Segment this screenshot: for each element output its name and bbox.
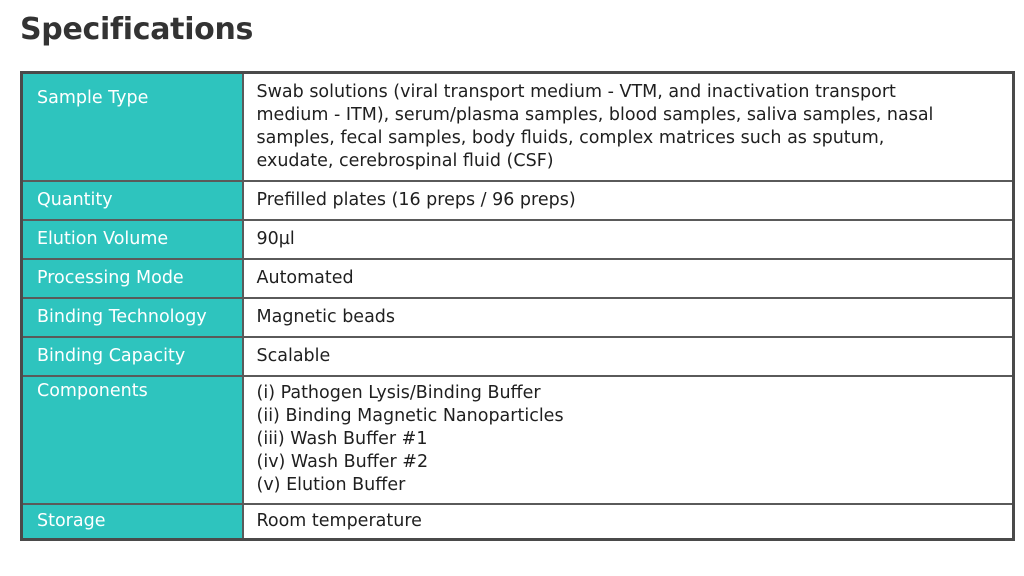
spec-value [243, 337, 1014, 376]
spec-row-sample-type [22, 73, 1014, 181]
spec-label [22, 181, 243, 220]
spec-value [243, 504, 1014, 540]
page-title: Specifications [20, 12, 254, 47]
spec-value [243, 259, 1014, 298]
spec-label [22, 73, 243, 181]
spec-value-line: medium - ITM), serum/plasma samples, blood samples, saliva samples, nasal [256, 104, 934, 125]
spec-label [22, 376, 243, 504]
spec-label [22, 337, 243, 376]
spec-label [22, 259, 243, 298]
spec-label-text: Quantity [37, 190, 113, 210]
spec-value-line: Automated [256, 267, 354, 288]
spec-value-line: (v) Elution Buffer [256, 475, 406, 495]
spec-value-line: Room temperature [256, 510, 422, 531]
spec-value [243, 298, 1014, 337]
spec-value-line: Prefilled plates (16 preps / 96 preps) [256, 189, 576, 210]
spec-row-binding-capacity [22, 337, 1014, 376]
spec-value-line: Scalable [256, 345, 331, 366]
spec-label-text: Storage [37, 511, 106, 532]
spec-value [243, 220, 1014, 259]
spec-value-line: 90µl [256, 228, 295, 249]
spec-row-storage [22, 504, 1014, 540]
spec-label-text: Binding Capacity [37, 346, 186, 366]
spec-value-line: (ii) Binding Magnetic Nanoparticles [256, 406, 564, 426]
spec-value [243, 376, 1014, 504]
spec-row-binding-technology [22, 298, 1014, 337]
spec-row-components [22, 376, 1014, 504]
spec-label-text: Binding Technology [37, 307, 207, 327]
spec-label [22, 298, 243, 337]
specifications-table [20, 71, 1015, 541]
spec-value-line: samples, fecal samples, body fluids, complex matrices such as sputum, [256, 127, 885, 148]
spec-value-line: Magnetic beads [256, 306, 396, 327]
spec-label [22, 220, 243, 259]
spec-value-line: (iii) Wash Buffer #1 [256, 429, 428, 449]
spec-label-text: Components [37, 380, 148, 401]
spec-row-quantity [22, 181, 1014, 220]
spec-row-processing-mode [22, 259, 1014, 298]
spec-value-line: Swab solutions (viral transport medium - VTM, and inactivation transport [256, 81, 896, 102]
spec-value [243, 73, 1014, 181]
spec-label-text: Processing Mode [37, 268, 184, 288]
spec-label-text: Elution Volume [37, 229, 169, 249]
spec-value-line: (i) Pathogen Lysis/Binding Buffer [256, 383, 541, 403]
spec-value-line: exudate, cerebrospinal fluid (CSF) [256, 150, 554, 171]
spec-row-elution-volume [22, 220, 1014, 259]
spec-label-text: Sample Type [37, 88, 149, 108]
spec-label [22, 504, 243, 540]
spec-value [243, 181, 1014, 220]
spec-value-line: (iv) Wash Buffer #2 [256, 452, 429, 472]
